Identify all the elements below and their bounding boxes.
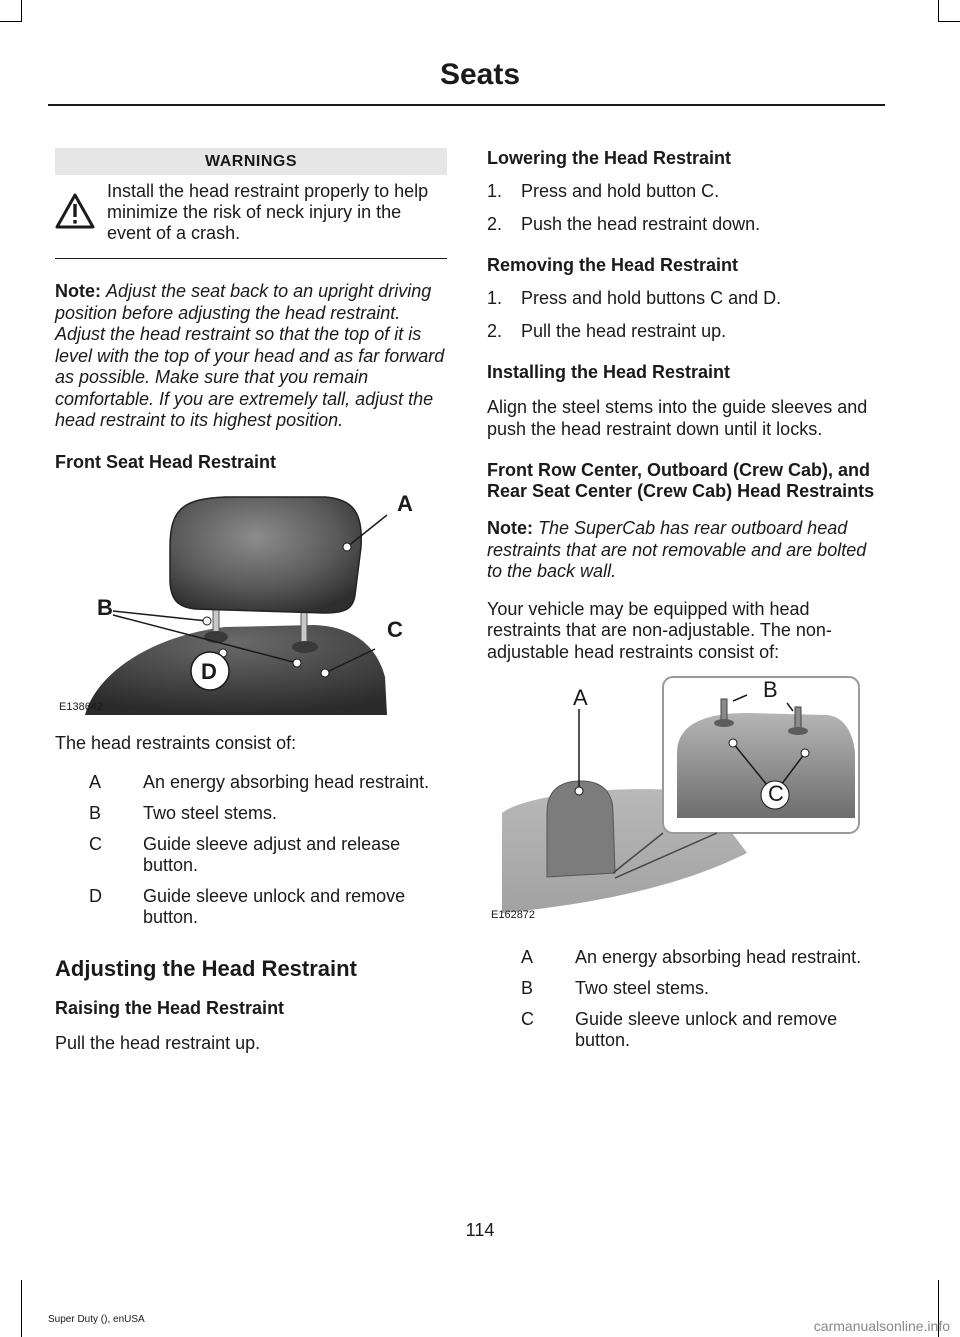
lowering-heading: Lowering the Head Restraint [487,148,732,168]
step-number: 2. [487,321,503,341]
step-item [487,181,879,202]
callout-label-c: C [387,616,403,642]
installing-heading: Installing the Head Restraint [487,362,731,382]
legend-key: B [89,803,102,823]
legend-item [487,1009,879,1051]
figure-code: E162872 [491,909,536,921]
legend-value: Guide sleeve unlock and remove button. [575,1009,838,1050]
step-number: 2. [487,214,503,234]
note-paragraph [487,518,879,583]
legend-item [487,978,879,999]
front-seat-heading: Front Seat Head Restraint [55,451,277,472]
legend-key: B [521,978,534,998]
page-number: 114 [465,1220,495,1240]
legend-key: D [89,886,102,906]
header-divider [48,104,885,106]
legend-key: A [521,947,534,967]
legend-value: Two steel stems. [575,978,710,998]
step-number: 1. [487,288,503,308]
step-item [487,214,879,235]
watermark: carmanualsonline.info [813,1318,950,1334]
legend-value: An energy absorbing head restraint. [143,772,430,792]
note-text: Adjust the seat back to an upright driving position before adjusting the head restraint. Adjust the head restraint so that the top of it is level with the top of your head and as far forward as possible. Make sure that you remain comfortable. If you are extremely tall, adjust the head restraint to its highest position. [55,281,445,430]
edition-footer: Super Duty (), enUSA [48,1314,145,1325]
legend-non-adjustable [487,947,879,1051]
step-item [487,321,879,342]
callout-label-a: A [397,490,413,516]
callout-label-d: D [201,658,217,684]
crop-mark [938,0,939,22]
step-text: Press and hold button C. [521,181,720,201]
adjusting-heading: Adjusting the Head Restraint [55,956,357,981]
figure-code: E138642 [59,700,104,713]
legend-key: C [89,834,102,854]
step-item [487,288,879,309]
page-title: Seats [439,58,521,91]
equipped-text: Your vehicle may be equipped with head restraints that are non-adjustable. The non-adjustable head restraints consist of: [487,598,832,662]
raising-heading: Raising the Head Restraint [55,998,285,1018]
callout-label-c: C [768,781,784,806]
legend-item [55,834,447,876]
note-text: The SuperCab has rear outboard head restraints that are not removable and are bolted to the back wall. [487,518,867,581]
step-number: 1. [487,181,503,201]
legend-value: Two steel stems. [143,803,278,823]
warning-divider [55,258,447,259]
non-adjustable-head-restraint-figure [487,673,879,925]
crop-mark [21,0,22,22]
consist-intro: The head restraints consist of: [55,732,297,753]
crop-mark [0,21,22,22]
callout-label-b: B [97,594,113,620]
legend-value: Guide sleeve unlock and remove button. [143,886,406,927]
crop-mark [938,21,960,22]
legend-value: An energy absorbing head restraint. [575,947,862,967]
legend-item [55,886,447,928]
warnings-heading: WARNINGS [55,148,447,175]
center-heading: Front Row Center, Outboard (Crew Cab), and Rear Seat Center (Crew Cab) Head Restraints [487,460,875,501]
note-paragraph [55,281,447,432]
front-head-restraint-illustration [55,487,447,717]
legend-item [487,947,879,968]
legend-front [55,772,447,928]
step-text: Push the head restraint down. [521,214,761,234]
front-head-restraint-figure [55,487,447,717]
step-text: Pull the head restraint up. [521,321,727,341]
legend-item [55,803,447,824]
legend-value: Guide sleeve adjust and release button. [143,834,401,875]
right-column [487,148,879,1061]
legend-key: C [521,1009,534,1029]
note-label: Note: [487,518,533,538]
raising-text: Pull the head restraint up. [55,1033,261,1053]
warning-triangle-icon [55,193,107,234]
legend-item [55,772,447,793]
left-column [55,148,447,1055]
crop-mark [21,1280,22,1337]
step-text: Press and hold buttons C and D. [521,288,782,308]
non-adjustable-illustration [487,673,879,925]
warning-text: Install the head restraint properly to help minimize the risk of neck injury in the event of a crash. [107,181,429,243]
callout-label-a: A [573,685,588,710]
legend-key: A [89,772,102,792]
note-label: Note: [55,281,101,301]
warning-box [55,175,447,244]
installing-text: Align the steel stems into the guide sleeves and push the head restraint down until it locks. [487,397,868,439]
removing-heading: Removing the Head Restraint [487,255,739,275]
callout-label-b: B [763,677,778,702]
